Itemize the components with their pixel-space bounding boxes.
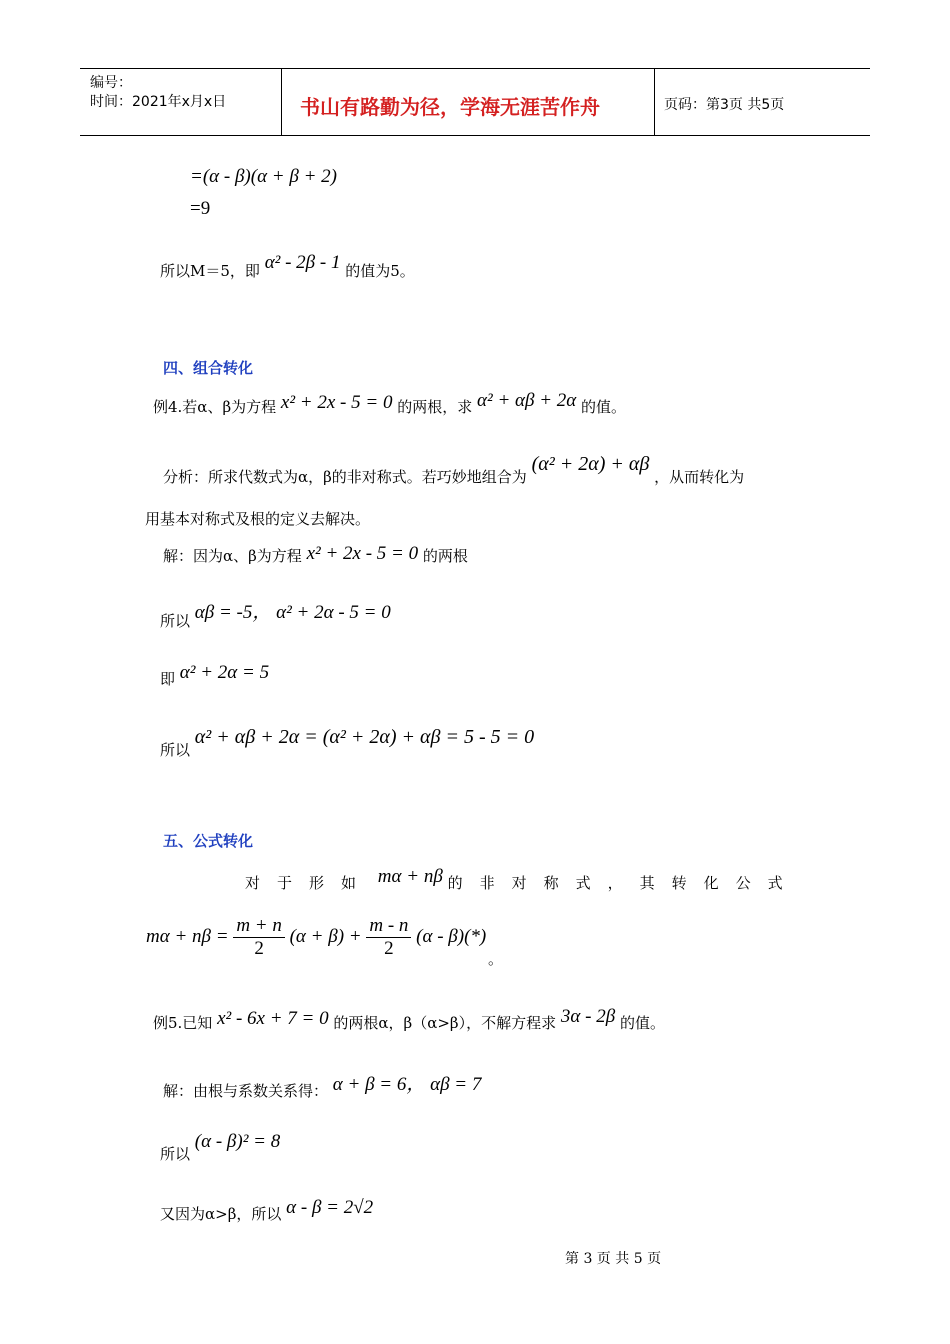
example-4-line [153,390,627,418]
so-line-2 [160,726,535,761]
conclusion-m-expression: α² - 2β - 1 [264,252,341,273]
ji-expression: α² + 2α = 5 [179,662,270,683]
formula-intro-line [245,866,800,894]
formula-tail: (α - β)(*) [416,925,487,947]
so-line-1 [160,602,391,632]
formula-intro-expression: mα + nβ [377,866,443,887]
formula-end-mark: 。 [488,950,504,968]
formula-fraction-1-numerator: m + n [233,915,285,938]
conclusion-m-prefix: 所以M＝5，即 [160,262,260,280]
ji-line [160,662,270,690]
solution-5-prefix: 解：由根与系数关系得： [163,1082,329,1100]
analysis-line-2: 用基本对称式及根的定义去解决。 [145,510,371,528]
analysis-line-1 [163,453,745,488]
example-4-equation: x² + 2x - 5 = 0 [280,392,393,413]
so-line-1-label: 所以 [160,612,191,630]
so-line-3-expression: (α - β)² = 8 [194,1131,281,1152]
conclusion-m-line [160,252,415,282]
solution-4-suffix: 的两根 [422,547,468,565]
header-page-info: 页码：第3页 共5页 [664,97,785,113]
solution-4-line [163,545,468,567]
equation-continued-1: =(α - β)(α + β + 2) [190,166,337,187]
formula-lhs: mα + nβ = [146,925,229,947]
section-5-title: 五、公式转化 [163,832,254,850]
formula-fraction-1-denominator: 2 [254,938,264,959]
ji-label: 即 [160,670,176,688]
example-5-expression: 3α - 2β [560,1006,616,1027]
solution-5-expression: α + β = 6， αβ = 7 [332,1074,482,1095]
example-5-prefix: 例5.已知 [153,1014,213,1032]
conclusion-m-suffix: 的值为5。 [345,262,415,280]
formula-intro-b: 的非对称式，其转化公式 [447,874,800,892]
example-4-mid: 的两根，求 [397,398,473,416]
example-4-suffix: 的值。 [581,398,627,416]
final-line [160,1197,374,1225]
analysis-prefix: 分析：所求代数式为α，β的非对称式。若巧妙地组合为 [163,468,527,486]
so-line-2-expression: α² + αβ + 2α = (α² + 2α) + αβ = 5 - 5 = 0 [194,726,535,748]
header-divider-left [281,68,282,136]
example-5-suffix: 的值。 [619,1014,665,1032]
header-divider-right [654,68,655,136]
solution-5-line [163,1075,481,1102]
formula-fraction-2-numerator: m - n [366,915,411,938]
final-prefix: 又因为α>β，所以 [160,1205,282,1223]
formula-fraction-2-denominator: 2 [384,938,394,959]
solution-4-equation: x² + 2x - 5 = 0 [306,543,419,564]
header-time-label: 时间：2021年x月x日 [90,94,227,110]
footer-page-number: 第 3 页 共 5 页 [565,1251,662,1267]
formula-intro-a: 对于形如 [245,874,374,892]
formula-fraction-2 [366,915,411,960]
example-4-prefix: 例4.若α、β为方程 [153,398,277,416]
so-line-1-expression: αβ = -5， α² + 2α - 5 = 0 [194,602,391,623]
so-line-3-label: 所以 [160,1145,191,1163]
example-4-expression: α² + αβ + 2α [477,390,577,411]
example-5-equation: x² - 6x + 7 = 0 [217,1008,329,1029]
solution-4-prefix: 解：因为α、β为方程 [163,547,302,565]
analysis-suffix: ，从而转化为 [654,468,745,486]
example-5-line [153,1006,665,1034]
header-motto: 书山有路勤为径，学海无涯苦作舟 [300,95,600,119]
analysis-expression: (α² + 2α) + αβ [531,453,650,475]
so-line-2-label: 所以 [160,741,191,759]
example-5-mid: 的两根α，β（α>β），不解方程求 [333,1014,557,1032]
equation-continued-2: =9 [190,198,211,219]
final-expression: α - β = 2√2 [286,1197,374,1218]
header-bottom-border [80,135,870,136]
header-number-label: 编号： [90,75,132,91]
header-top-border [80,68,870,69]
conversion-formula [146,915,486,960]
formula-fraction-1 [233,915,285,960]
formula-mid: (α + β) + [289,925,362,947]
so-line-3 [160,1131,281,1165]
section-4-title: 四、组合转化 [163,359,254,377]
